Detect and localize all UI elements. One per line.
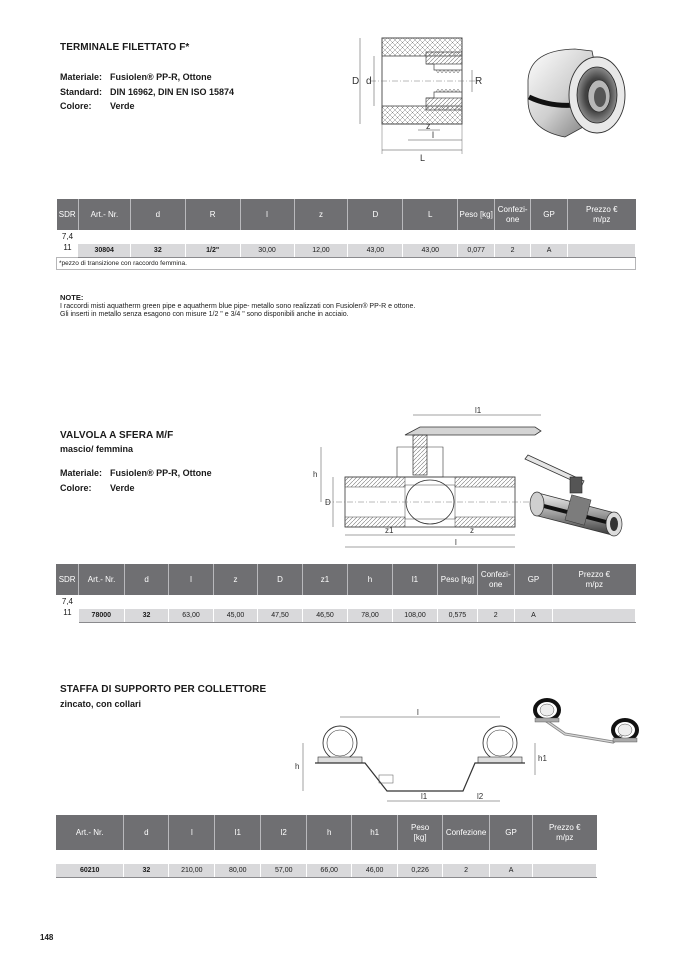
col-header: l (240, 199, 294, 230)
table-cell: 12,00 (294, 244, 348, 257)
art-nr-cell: 78000 (79, 609, 125, 622)
table-cell: A (531, 244, 568, 257)
table-cell: 108,00 (392, 609, 438, 622)
notes-title: NOTE: (60, 293, 84, 302)
dim-label-z: z (426, 121, 431, 131)
col-header: l (169, 815, 215, 850)
dim-label-d: d (366, 76, 372, 87)
col-header: Peso [kg] (438, 564, 477, 595)
table-header-row (56, 564, 636, 595)
colore-value: Verde (110, 482, 135, 493)
staffa-title: STAFFA DI SUPPORTO PER COLLETTORE (60, 684, 267, 695)
col-header: GP (531, 199, 568, 230)
sdr-value: 11 (63, 608, 72, 617)
col-header: Confezione (443, 815, 490, 850)
art-nr-cell: 30804 (78, 244, 130, 257)
col-header: Art.- Nr. (56, 815, 124, 850)
materiale-label: Materiale: (60, 468, 103, 478)
col-header: D (258, 564, 302, 595)
dim-label-l: l (455, 538, 457, 547)
table-cell: 43,00 (403, 244, 458, 257)
table-cell: 57,00 (261, 864, 307, 877)
dim-label-z: z (470, 526, 474, 535)
materiale-value: Fusiolen® PP-R, Ottone (110, 468, 212, 478)
col-header: h (348, 564, 392, 595)
table-cell: 66,00 (307, 864, 352, 877)
colore-label: Colore: (60, 101, 92, 111)
dim-label-h1: h1 (538, 754, 547, 763)
table-cell: 46,00 (352, 864, 398, 877)
col-header: l1 (215, 815, 261, 850)
col-header: R (185, 199, 240, 230)
terminale-title: TERMINALE FILETTATO F* (60, 42, 190, 53)
dim-label-l1: l1 (475, 406, 482, 415)
col-header: SDR (56, 564, 79, 595)
dim-label-l: l (432, 130, 434, 140)
col-header: l (169, 564, 213, 595)
table-cell: 2 (477, 609, 514, 622)
sdr-value: 7,4 (61, 597, 73, 606)
col-header: d (124, 815, 169, 850)
page-number: 148 (40, 933, 54, 942)
table-cell: 2 (443, 864, 490, 877)
col-header: z (294, 199, 348, 230)
table-row (56, 864, 597, 877)
table-cell: A (514, 609, 552, 622)
table-cell: 47,50 (258, 609, 302, 622)
valvola-product-photo (520, 455, 635, 540)
valvola-title: VALVOLA A SFERA M/F (60, 430, 174, 441)
col-header: l2 (261, 815, 307, 850)
table-row (56, 609, 636, 622)
dim-label-D: D (352, 76, 360, 87)
col-header: Art.- Nr. (78, 199, 130, 230)
table-cell: 78,00 (348, 609, 392, 622)
terminale-specs (60, 70, 234, 114)
sdr-value: 11 (63, 243, 72, 252)
terminale-product-photo (520, 45, 630, 140)
notes-line: Gli inserti in metallo senza esagono con misure 1/2 " e 3/4 " sono disponibili anche in acciaio. (60, 311, 349, 319)
valvola-specs (60, 466, 212, 495)
sdr-cell (56, 595, 79, 622)
col-header: D (348, 199, 403, 230)
colore-label: Colore: (60, 482, 92, 493)
valvola-subtitle: mascio/ femmina (60, 444, 134, 454)
table-cell: 210,00 (169, 864, 215, 877)
col-header: Prezzo € m/pz (553, 564, 636, 595)
table-cell: 46,50 (302, 609, 348, 622)
terminale-price-table (56, 199, 636, 270)
sdr-value: 7,4 (61, 232, 74, 241)
colore-value: Verde (110, 101, 135, 111)
dim-label-h: h (313, 470, 318, 479)
col-header: h (307, 815, 352, 850)
dim-label-l2: l2 (477, 792, 484, 801)
col-header: L (403, 199, 458, 230)
materiale-value: Fusiolen® PP-R, Ottone (110, 72, 212, 82)
col-header: SDR (57, 199, 79, 230)
col-header: Art.- Nr. (79, 564, 125, 595)
notes-line: I raccordi misti aquatherm green pipe e aquatherm blue pipe- metallo sono realizzati con Fusiolen® PP-R e ottone. (60, 302, 416, 310)
art-nr-cell: 60210 (56, 864, 124, 877)
table-cell: 45,00 (213, 609, 257, 622)
col-header: Peso [kg] (458, 199, 495, 230)
table-header-row (56, 815, 597, 850)
col-header: Confezi- one (477, 564, 514, 595)
table-footnote: *pezzo di transizione con raccordo femmina. (57, 257, 636, 269)
col-header: z (213, 564, 257, 595)
table-cell: 32 (124, 864, 169, 877)
dim-label-L: L (420, 153, 426, 163)
col-header: GP (490, 815, 533, 850)
table-cell: 43,00 (348, 244, 403, 257)
standard-value: DIN 16962, DIN EN ISO 15874 (110, 86, 235, 97)
table-cell (533, 864, 597, 877)
col-header: GP (514, 564, 552, 595)
dim-label-l: l (417, 708, 419, 717)
col-header: Confezi- one (495, 199, 531, 230)
table-cell: 2 (495, 244, 531, 257)
table-cell: 1/2" (185, 244, 240, 257)
sdr-cell (57, 230, 79, 257)
col-header: l1 (392, 564, 438, 595)
dim-label-D: D (325, 498, 331, 507)
table-cell: 32 (130, 244, 185, 257)
terminale-technical-drawing (330, 30, 490, 175)
dim-label-R: R (475, 76, 483, 87)
staffa-price-table (56, 815, 597, 878)
table-cell (568, 244, 636, 257)
table-cell: 80,00 (215, 864, 261, 877)
valvola-price-table (56, 564, 636, 623)
table-cell: 0,575 (438, 609, 477, 622)
dim-label-z1: z1 (385, 526, 394, 535)
materiale-label: Materiale: (60, 72, 103, 82)
staffa-technical-drawing (295, 705, 545, 810)
col-header: d (130, 199, 185, 230)
dim-label-h: h (295, 762, 300, 771)
table-cell: 0,077 (458, 244, 495, 257)
table-cell: 63,00 (169, 609, 213, 622)
table-cell: 32 (124, 609, 168, 622)
notes-block (60, 294, 415, 320)
col-header: h1 (352, 815, 398, 850)
table-cell: 0,226 (398, 864, 443, 877)
staffa-subtitle: zincato, con collari (60, 699, 142, 709)
dim-label-l1: l1 (421, 792, 428, 801)
standard-label: Standard: (60, 86, 103, 97)
col-header: z1 (302, 564, 348, 595)
valvola-technical-drawing (305, 405, 545, 555)
table-cell: 30,00 (240, 244, 294, 257)
table-header-row (57, 199, 636, 230)
col-header: d (124, 564, 168, 595)
table-cell (553, 609, 636, 622)
col-header: Prezzo € m/pz (568, 199, 636, 230)
staffa-product-photo (525, 690, 645, 765)
table-row (57, 244, 636, 257)
table-cell: A (490, 864, 533, 877)
col-header: Peso [kg] (398, 815, 443, 850)
col-header: Prezzo € m/pz (533, 815, 597, 850)
